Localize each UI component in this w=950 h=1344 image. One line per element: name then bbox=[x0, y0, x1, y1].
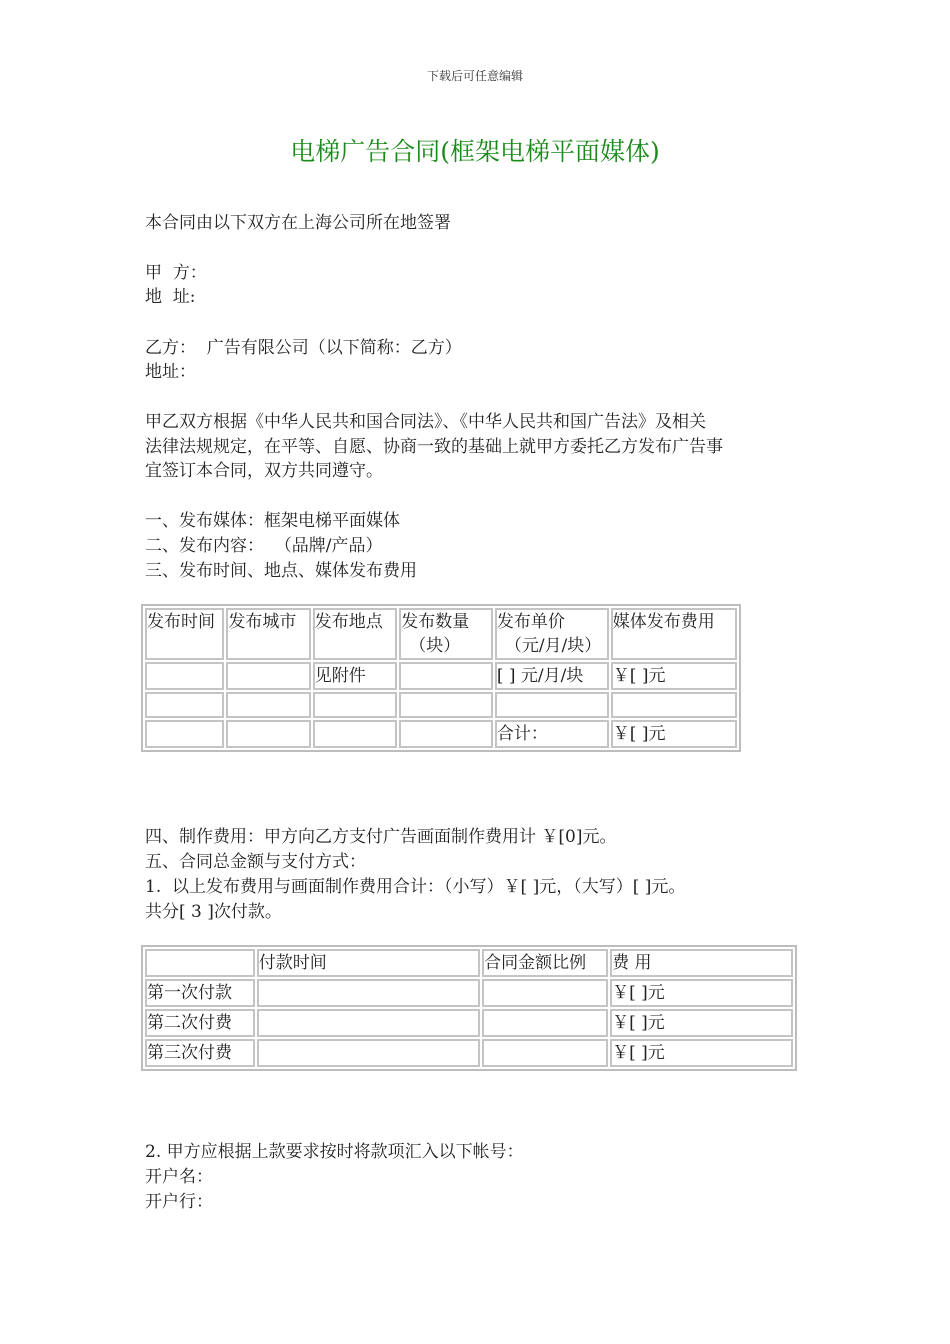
media-header-sub: （块） bbox=[409, 636, 461, 656]
table-cell bbox=[313, 692, 397, 718]
table-row bbox=[145, 979, 793, 1007]
table-cell: ￥[ ]元 bbox=[610, 979, 793, 1007]
intro-line: 本合同由以下双方在上海公司所在地签署 bbox=[145, 213, 451, 233]
payment-header-cell: 合同金额比例 bbox=[482, 949, 608, 977]
party-a-name-label: 甲 方： bbox=[145, 263, 207, 283]
party-b-address-label: 地址： bbox=[145, 362, 196, 382]
document-title: 电梯广告合同(框架电梯平面媒体) bbox=[290, 137, 660, 166]
table-cell bbox=[257, 979, 480, 1007]
table-cell: [ ] 元/月/块 bbox=[495, 662, 609, 690]
table-cell bbox=[482, 1009, 608, 1037]
account-bank-label: 开户行： bbox=[145, 1192, 213, 1212]
table-cell: ￥[ ]元 bbox=[611, 720, 737, 748]
media-header-cell: 媒体发布费用 bbox=[611, 608, 737, 660]
media-fee-table bbox=[141, 604, 741, 752]
payment-header-cell bbox=[145, 949, 255, 977]
table-cell: 合计： bbox=[495, 720, 609, 748]
clause-3: 三、发布时间、地点、媒体发布费用 bbox=[145, 561, 417, 581]
preamble-line-1: 甲乙双方根据《中华人民共和国合同法》、《中华人民共和国广告法》及相关 bbox=[145, 412, 706, 432]
table-row bbox=[145, 662, 737, 690]
table-cell bbox=[611, 692, 737, 718]
table-cell: 第一次付款 bbox=[145, 979, 255, 1007]
table-cell bbox=[145, 662, 224, 690]
clause-2: 二、发布内容： （品牌/产品） bbox=[145, 536, 383, 556]
media-header-sub: （元/月/块） bbox=[504, 636, 602, 656]
media-header-cell: 发布时间 bbox=[145, 608, 224, 660]
clause-1: 一、发布媒体：框架电梯平面媒体 bbox=[145, 511, 400, 531]
table-row bbox=[145, 692, 737, 718]
table-cell: 见附件 bbox=[313, 662, 397, 690]
payment-table bbox=[141, 945, 797, 1071]
table-cell bbox=[313, 720, 397, 748]
clause-5: 五、合同总金额与支付方式： bbox=[145, 852, 366, 872]
header-note: 下载后可任意编辑 bbox=[426, 69, 523, 83]
table-cell: ￥[ ]元 bbox=[610, 1009, 793, 1037]
table-row bbox=[145, 1009, 793, 1037]
table-row bbox=[145, 1039, 793, 1067]
table-cell bbox=[226, 692, 310, 718]
media-header-cell: 发布单价 （元/月/块） bbox=[495, 608, 609, 660]
party-b-name-line: 乙方： 广告有限公司（以下简称：乙方） bbox=[145, 338, 462, 358]
table-cell bbox=[226, 662, 310, 690]
table-cell: 第二次付费 bbox=[145, 1009, 255, 1037]
table-cell bbox=[257, 1039, 480, 1067]
table-cell bbox=[399, 720, 493, 748]
preamble-line-2: 法律法规规定，在平等、自愿、协商一致的基础上就甲方委托乙方发布广告事 bbox=[145, 437, 723, 457]
table-row bbox=[145, 720, 737, 748]
table-cell: 第三次付费 bbox=[145, 1039, 255, 1067]
table-cell bbox=[399, 692, 493, 718]
preamble-line-3: 宜签订本合同，双方共同遵守。 bbox=[145, 461, 383, 481]
table-cell bbox=[145, 692, 224, 718]
clause-5-1-line-2: 共分[ 3 ]次付款。 bbox=[145, 902, 282, 922]
table-cell bbox=[482, 1039, 608, 1067]
table-cell bbox=[226, 720, 310, 748]
media-header-cell: 发布地点 bbox=[313, 608, 397, 660]
media-table-header-row bbox=[145, 608, 737, 660]
table-cell bbox=[399, 662, 493, 690]
table-cell bbox=[495, 692, 609, 718]
payment-header-cell: 付款时间 bbox=[257, 949, 480, 977]
payment-header-cell: 费 用 bbox=[610, 949, 793, 977]
clause-4: 四、制作费用：甲方向乙方支付广告画面制作费用计 ￥[0]元。 bbox=[145, 827, 617, 847]
clause-5-1-line-1: 1. 以上发布费用与画面制作费用合计：（小写）￥[ ]元，（大写）[ ]元。 bbox=[145, 877, 686, 897]
account-name-label: 开户名： bbox=[145, 1167, 213, 1187]
table-cell: ￥[ ]元 bbox=[610, 1039, 793, 1067]
table-cell bbox=[482, 979, 608, 1007]
table-cell bbox=[145, 720, 224, 748]
table-cell: ￥[ ]元 bbox=[611, 662, 737, 690]
payment-table-header-row bbox=[145, 949, 793, 977]
party-a-address-label: 地 址: bbox=[145, 287, 196, 307]
clause-5-2: 2. 甲方应根据上款要求按时将款项汇入以下帐号： bbox=[145, 1142, 524, 1162]
media-header-cell: 发布城市 bbox=[226, 608, 310, 660]
media-header-cell: 发布数量 （块） bbox=[399, 608, 493, 660]
table-cell bbox=[257, 1009, 480, 1037]
